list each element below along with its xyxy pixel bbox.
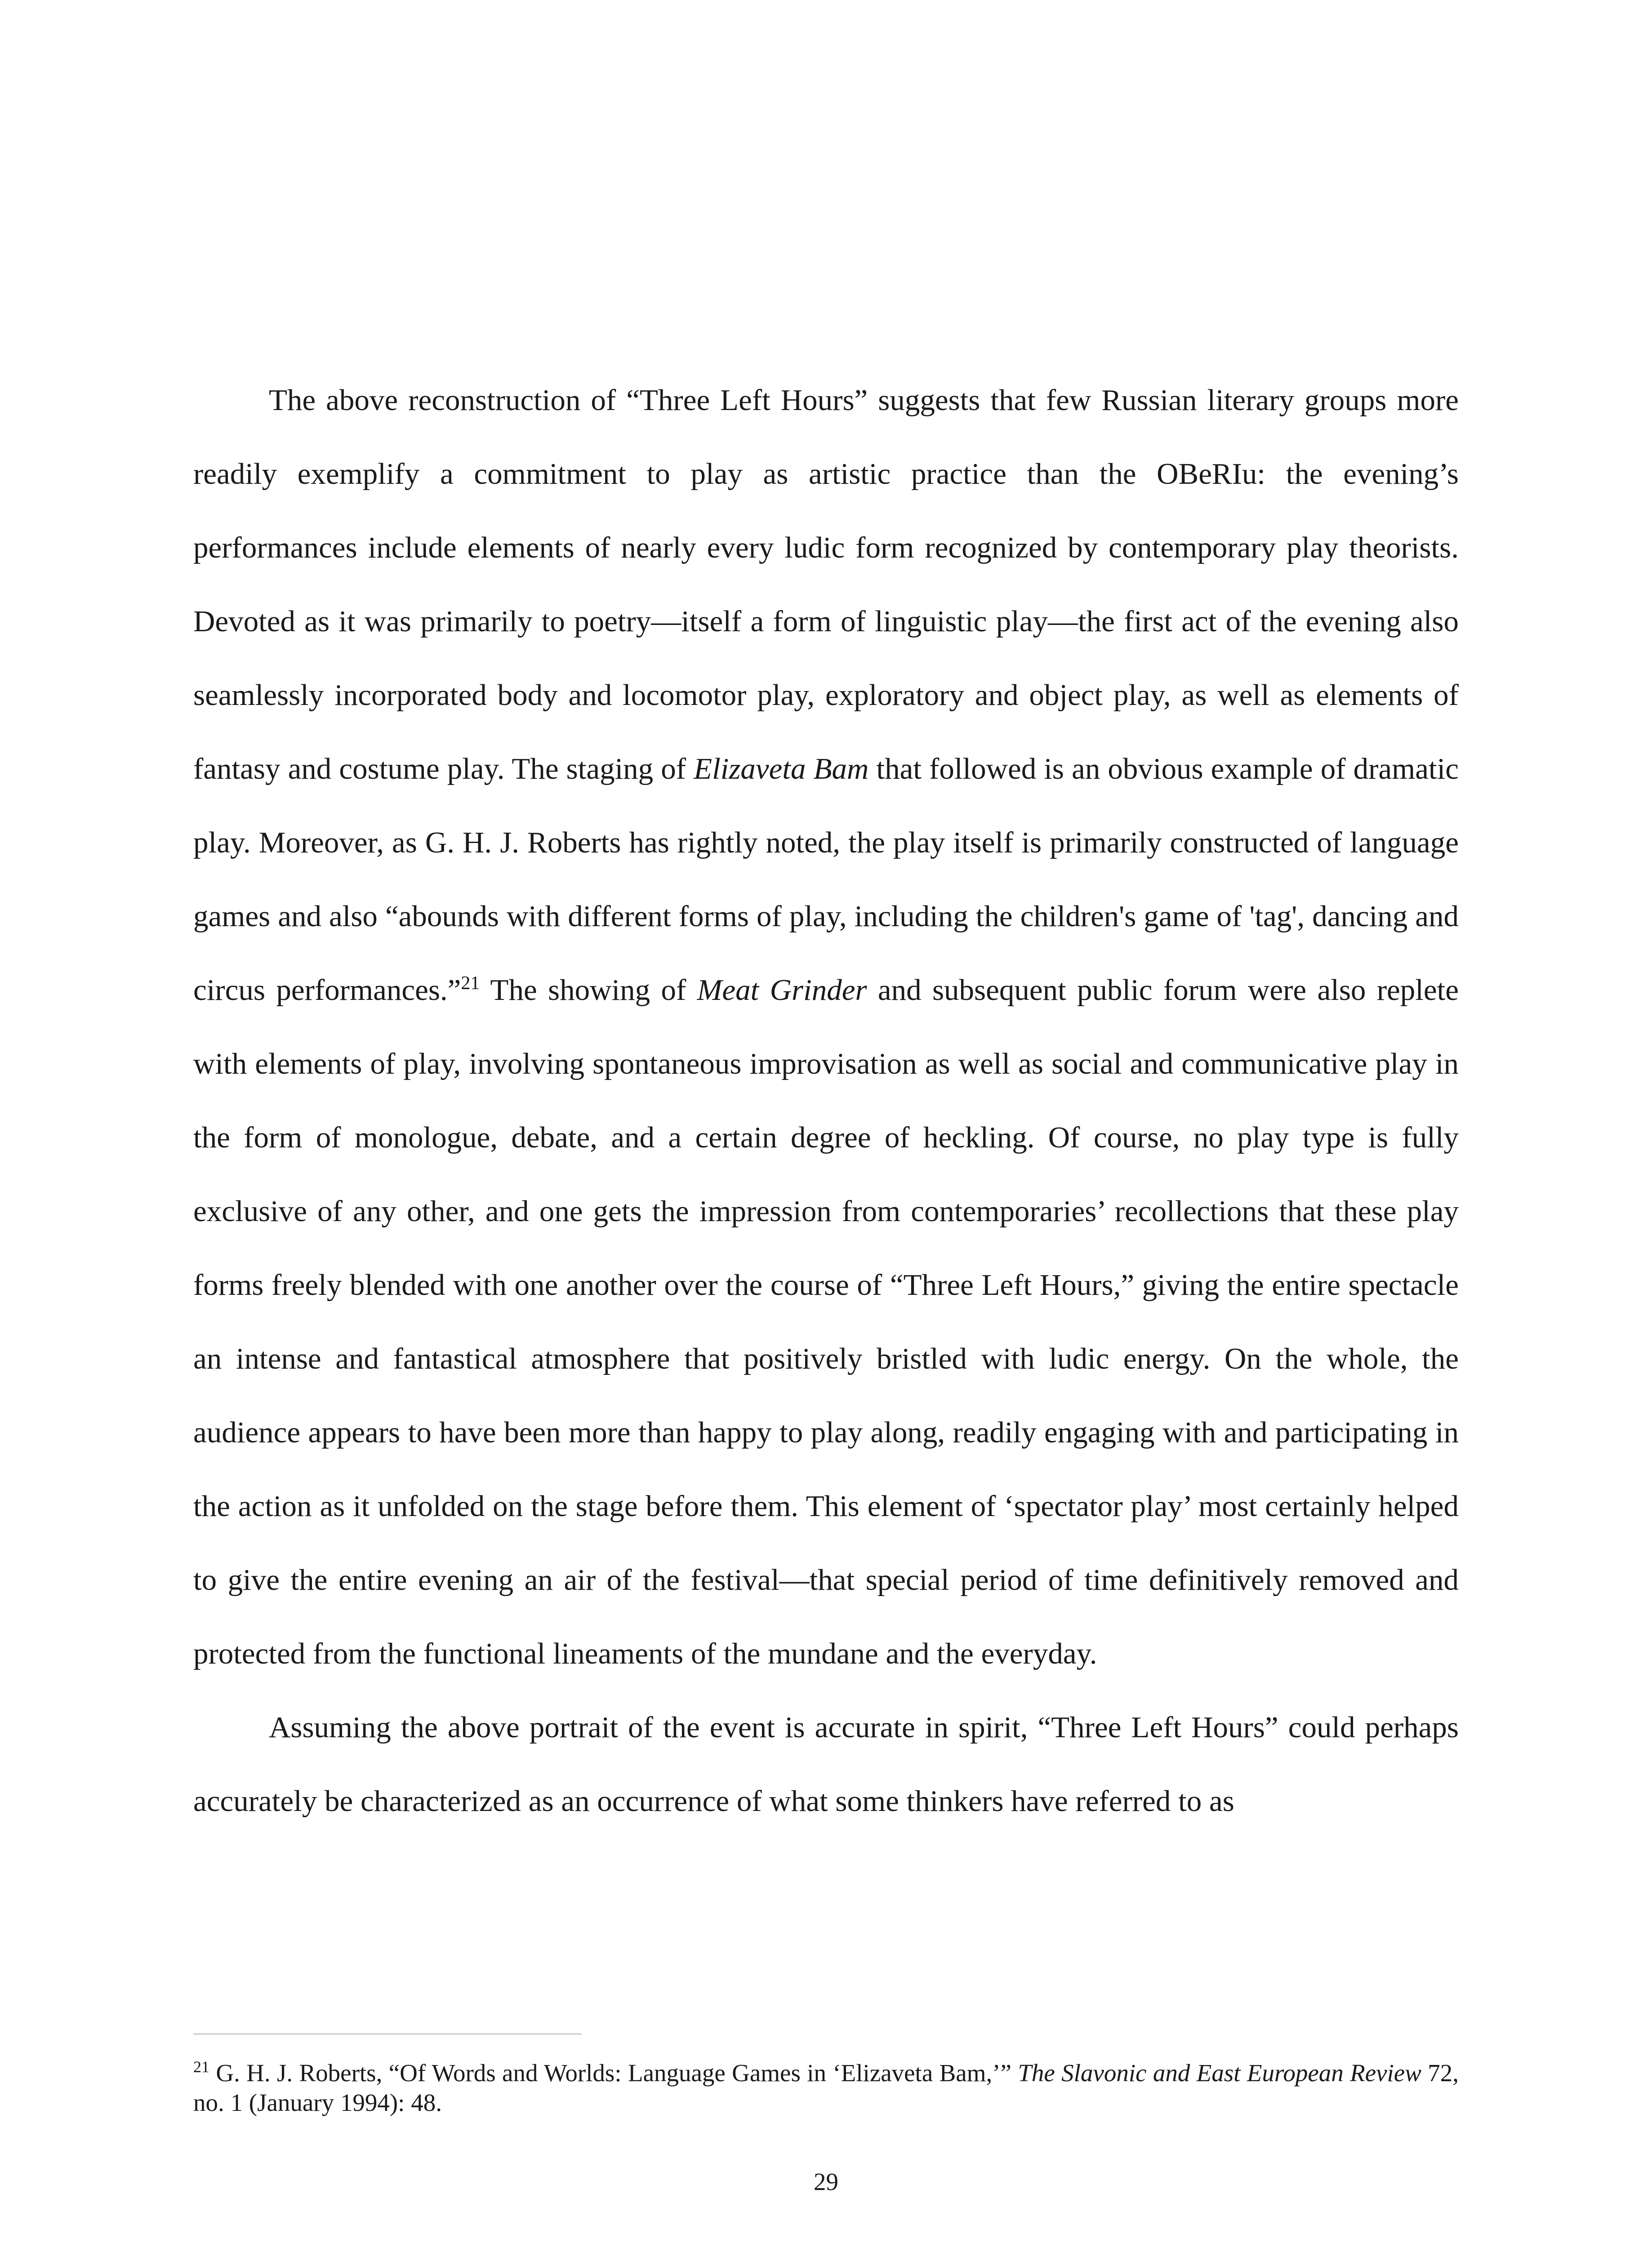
paragraph-1-text-4: and subsequent public forum were also replete with elements of play, involving spontaneous improvisation as well as social and communicative play in the form of monologue, debate, and a certain degree of heckling. Of course, no play type is fully exclusive of any other, and one gets the impression from contemporaries’ recollections that these play forms freely blended with one another over the course of “Three Left Hours,” giving the entire spectacle an intense and fantastical atmosphere that positively bristled with ludic energy. On the whole, the audience appears to have been more than happy to play along, readily engaging with and participating in the action as it unfolded on the stage before them. This element of ‘spectator play’ most certainly helped to give the entire evening an air of the festival—that special period of time definitively removed and protected from the functional lineaments of the mundane and the everyday. (193, 973, 1459, 1670)
title-meat-grinder: Meat Grinder (697, 973, 867, 1007)
paragraph-1-text-1: The above reconstruction of “Three Left Hours” suggests that few Russian literary groups more readily exemplify a commitment to play as artistic practice than the OBeRIu: the evening’s performances include elements of nearly every ludic form recognized by contemporary play theorists. Devoted as it was primarily to poetry—itself a form of linguistic play—the first act of the evening also seamlessly incorporated body and locomotor play, exploratory and object play, as well as elements of fantasy and costume play. The staging of (193, 384, 1459, 785)
page-number: 29 (814, 2168, 838, 2195)
footnote-marker: 21 (193, 2058, 209, 2076)
paragraph-2-text: Assuming the above portrait of the event is accurate in spirit, “Three Left Hours” could perhaps accurately be characterized as an occurrence of what some thinkers have referred to as (193, 1711, 1459, 1818)
footnote-separator (193, 2033, 582, 2035)
footnote-reference-21[interactable]: 21 (461, 973, 480, 994)
title-elizaveta-bam: Elizaveta Bam (694, 752, 869, 785)
footnote-21 (193, 2058, 1459, 2118)
footnote-text-1: G. H. J. Roberts, “Of Words and Worlds: Language Games in ‘Elizaveta Bam,’” (209, 2059, 1018, 2087)
body-text (193, 363, 1459, 1838)
paragraph-1-text-2: that followed is an obvious example of dramatic play. Moreover, as G. H. J. Roberts has rightly noted, the play itself is primarily constructed of language games and also “abounds with different forms of play, including the children's game of 'tag', dancing and circus performances.” (193, 752, 1459, 1007)
paragraph-2 (193, 1690, 1459, 1838)
paragraph-1-text-3: The showing of (480, 973, 697, 1007)
paragraph-1 (193, 363, 1459, 1690)
footnote-journal-title: The Slavonic and East European Review (1018, 2059, 1421, 2087)
footnote-text-2: 72, no. 1 (January 1994): 48. (193, 2059, 1459, 2116)
